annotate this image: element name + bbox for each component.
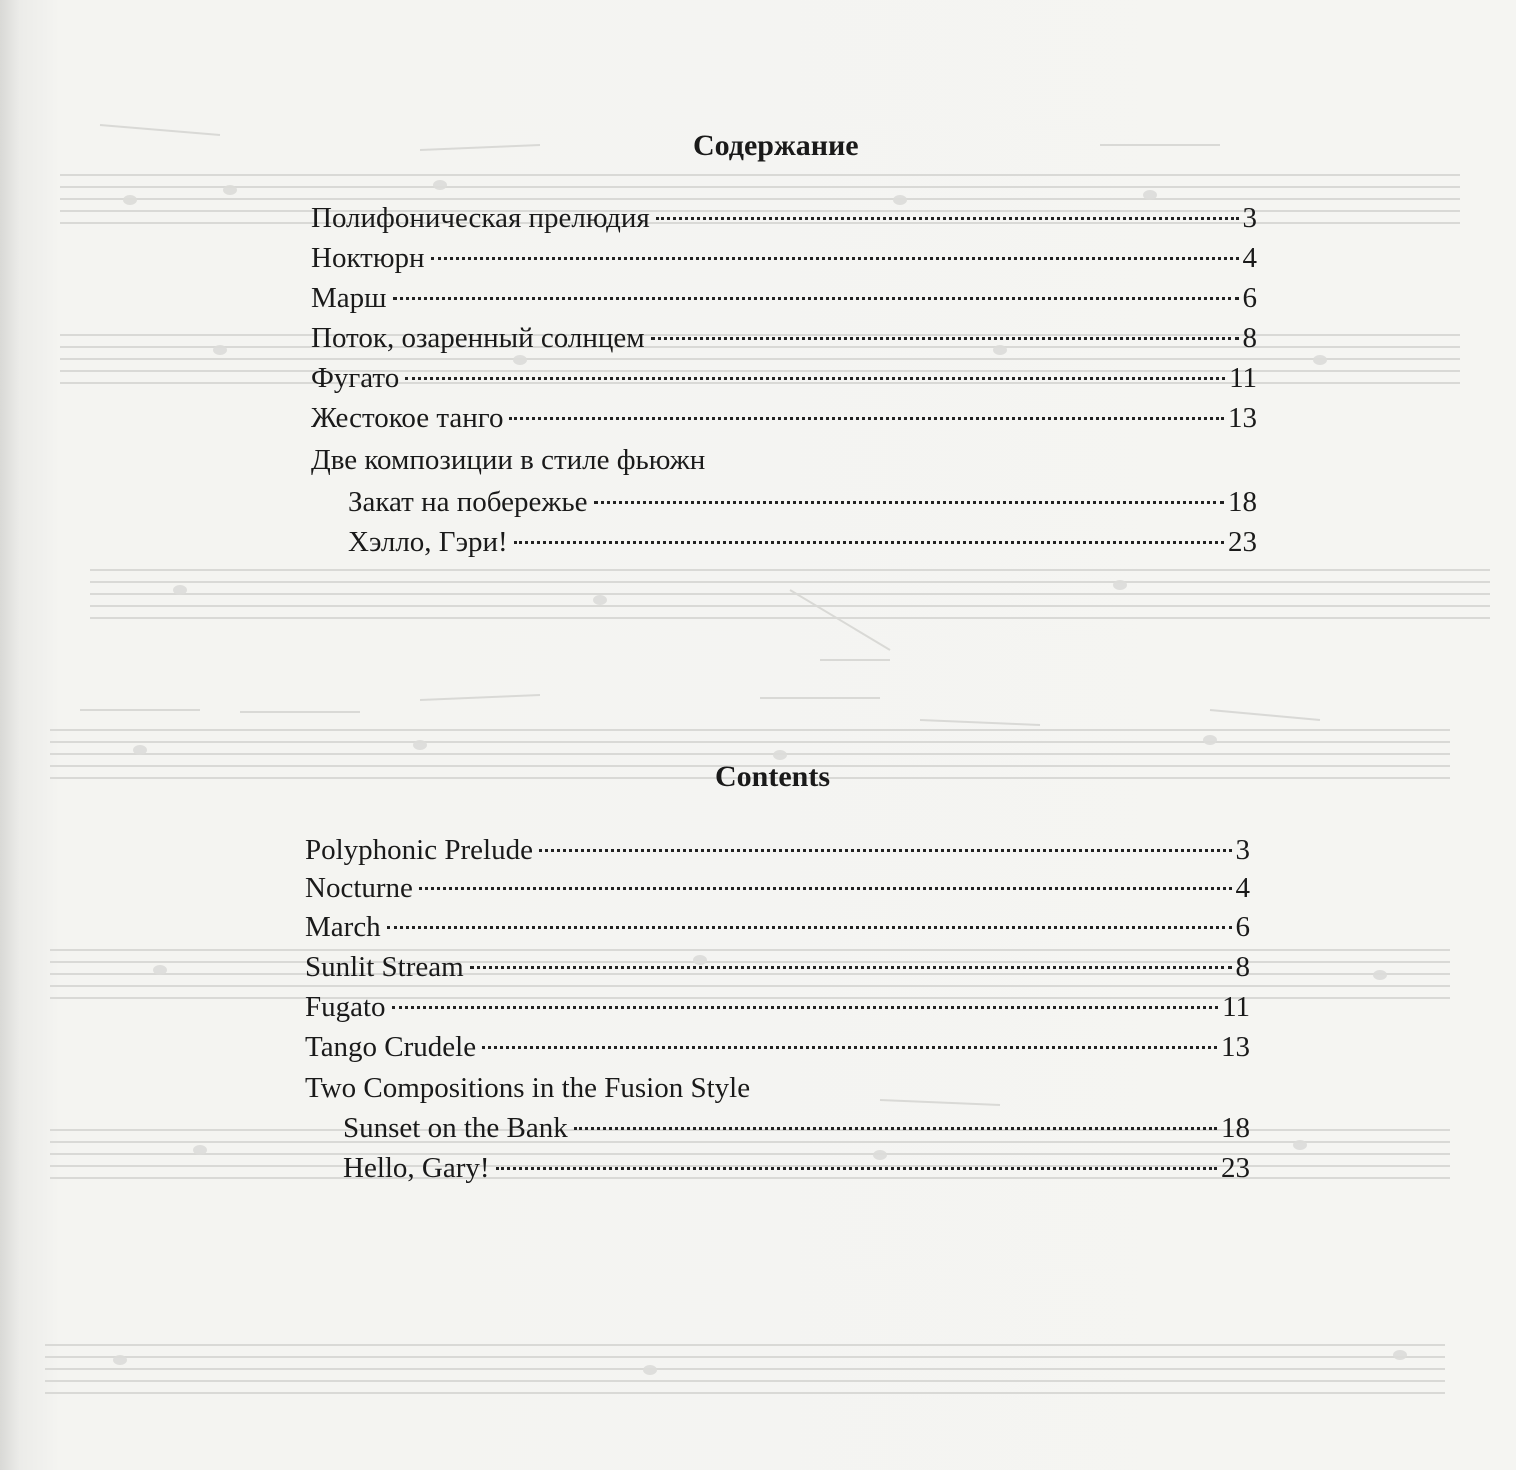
english-contents-heading: Contents (715, 760, 831, 793)
leader-dots (431, 257, 1239, 260)
toc-subentry[interactable] (348, 526, 1257, 559)
toc-entry-title: Sunset on the Bank (343, 1112, 568, 1144)
toc-entry-page: 3 (1242, 202, 1257, 234)
toc-group-title: Two Compositions in the Fusion Style (305, 1072, 751, 1104)
toc-entry-page: 23 (1228, 526, 1257, 558)
toc-entry-title: Sunlit Stream (305, 951, 464, 983)
toc-subentry[interactable] (343, 1152, 1250, 1185)
toc-entry-title: Закат на побережье (348, 486, 588, 518)
toc-entry-page: 11 (1222, 991, 1250, 1023)
toc-entry-title: Жестокое танго (311, 402, 504, 434)
toc-entry-page: 13 (1228, 402, 1257, 434)
toc-entry-page: 4 (1242, 242, 1257, 274)
leader-dots (393, 297, 1239, 300)
leader-dots (656, 217, 1239, 220)
toc-entry-page: 13 (1221, 1031, 1250, 1063)
toc-entry[interactable] (311, 322, 1257, 355)
toc-group-heading (305, 1072, 750, 1105)
toc-entry-page: 8 (1242, 322, 1257, 354)
toc-entry[interactable] (311, 402, 1257, 435)
toc-entry[interactable] (305, 1031, 1250, 1064)
leader-dots (651, 337, 1239, 340)
toc-entry-title: Марш (311, 282, 387, 314)
leader-dots (514, 541, 1224, 544)
toc-entry-title: Tango Crudele (305, 1031, 477, 1063)
leader-dots (496, 1167, 1217, 1170)
toc-entry-page: 6 (1242, 282, 1257, 314)
toc-entry-title: Polyphonic Prelude (305, 834, 533, 866)
toc-entry[interactable] (311, 362, 1257, 395)
leader-dots (470, 966, 1232, 969)
toc-entry-page: 18 (1228, 486, 1257, 518)
leader-dots (387, 926, 1232, 929)
toc-entry[interactable] (311, 202, 1257, 235)
toc-entry-title: Hello, Gary! (343, 1152, 490, 1184)
toc-group-title: Две композиции в стиле фьюжн (311, 444, 706, 476)
toc-entry[interactable] (311, 242, 1257, 275)
toc-entry-page: 6 (1235, 911, 1250, 943)
toc-entry-page: 3 (1235, 834, 1250, 866)
toc-entry[interactable] (305, 834, 1250, 867)
toc-entry-page: 8 (1235, 951, 1250, 983)
toc-entry-title: Fugato (305, 991, 386, 1023)
russian-contents-heading: Содержание (693, 129, 859, 162)
toc-entry-page: 18 (1221, 1112, 1250, 1144)
toc-subentry[interactable] (343, 1112, 1250, 1145)
leader-dots (509, 417, 1224, 420)
toc-entry-title: Ноктюрн (311, 242, 425, 274)
leader-dots (419, 887, 1232, 890)
toc-entry-page: 23 (1221, 1152, 1250, 1184)
toc-entry-title: Полифоническая прелюдия (311, 202, 650, 234)
toc-entry-title: Фугато (311, 362, 400, 394)
toc-entry-page: 4 (1235, 872, 1250, 904)
leader-dots (594, 501, 1224, 504)
leader-dots (392, 1006, 1219, 1009)
toc-entry[interactable] (305, 991, 1250, 1024)
toc-subentry[interactable] (348, 486, 1257, 519)
leader-dots (574, 1127, 1217, 1130)
toc-entry[interactable] (311, 282, 1257, 315)
toc-entry-title: March (305, 911, 381, 943)
toc-entry[interactable] (305, 911, 1250, 944)
toc-entry[interactable] (305, 951, 1250, 984)
leader-dots (482, 1046, 1217, 1049)
toc-entry-title: Поток, озаренный солнцем (311, 322, 645, 354)
toc-entry-title: Nocturne (305, 872, 413, 904)
toc-entry-page: 11 (1229, 362, 1257, 394)
toc-group-heading (311, 444, 705, 477)
toc-entry[interactable] (305, 872, 1250, 905)
leader-dots (405, 377, 1225, 380)
leader-dots (539, 849, 1232, 852)
toc-entry-title: Хэлло, Гэри! (348, 526, 508, 558)
